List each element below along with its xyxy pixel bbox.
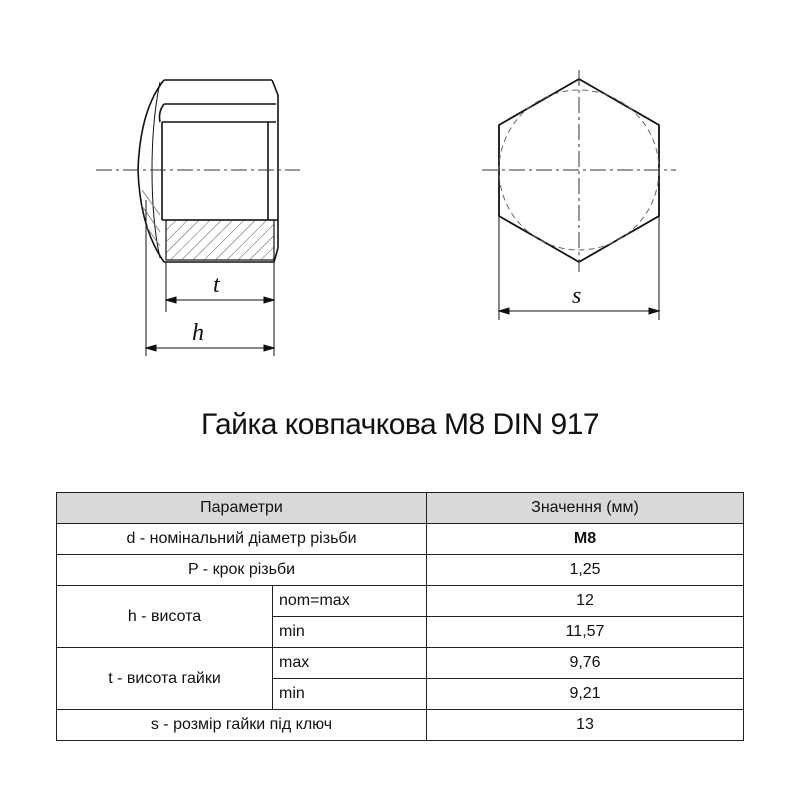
row-s-label: s - розмір гайки під ключ [57, 710, 427, 741]
table-row [57, 710, 744, 741]
table-row [57, 648, 744, 679]
row-d-label: d - номінальний діаметр різьби [57, 524, 427, 555]
dimension-t-label: t [213, 272, 220, 298]
side-view [96, 80, 300, 262]
table-row [57, 524, 744, 555]
row-t-label: t - висота гайки [57, 648, 273, 710]
row-p-label: P - крок різьби [57, 555, 427, 586]
top-view [482, 70, 676, 272]
row-t-sub2: min [273, 679, 427, 710]
row-h-label: h - висота [57, 586, 273, 648]
table-header-row [57, 493, 744, 524]
row-t-sub1: max [273, 648, 427, 679]
page-title: Гайка ковпачкова М8 DIN 917 [200, 408, 600, 441]
dimension-s-label: s [572, 283, 582, 309]
table-row [57, 586, 744, 617]
dimension-t [166, 262, 274, 312]
row-p-value: 1,25 [427, 555, 744, 586]
header-value: Значення (мм) [427, 493, 744, 524]
row-h-val1: 12 [427, 586, 744, 617]
row-h-sub1: nom=max [273, 586, 427, 617]
header-param: Параметри [57, 493, 427, 524]
row-s-value: 13 [427, 710, 744, 741]
spec-table [56, 492, 744, 741]
row-d-value: M8 [427, 524, 744, 555]
row-h-val2: 11,57 [427, 617, 744, 648]
table-row [57, 555, 744, 586]
row-t-val2: 9,21 [427, 679, 744, 710]
dimension-h-label: h [192, 320, 204, 346]
row-h-sub2: min [273, 617, 427, 648]
row-t-val1: 9,76 [427, 648, 744, 679]
